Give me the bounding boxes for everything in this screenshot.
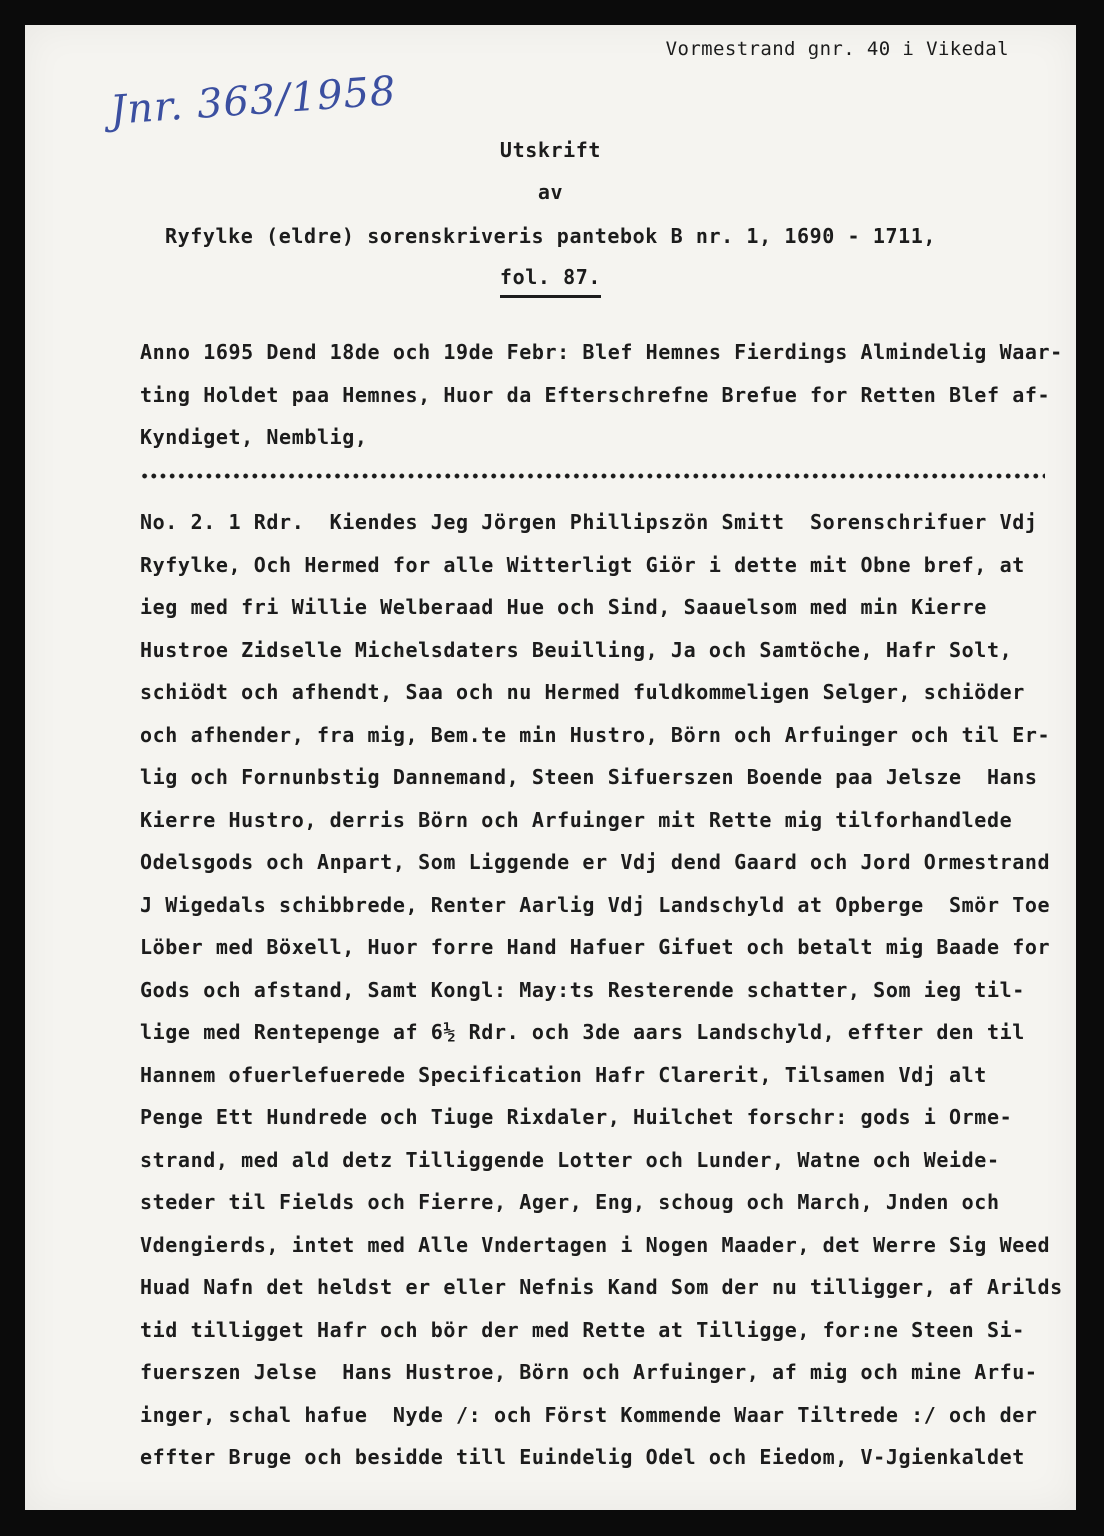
body-line: Gods och afstand, Samt Kongl: May:ts Resterende schatter, Som ieg til- bbox=[140, 977, 1025, 1002]
body-line: Huad Nafn det heldst er eller Nefnis Kand Som der nu tilligger, af Arilds bbox=[140, 1275, 1063, 1299]
body-line: lige med Rentepenge af 6½ Rdr. och 3de aars Landschyld, effter den til bbox=[140, 1020, 1025, 1044]
body-line: Kierre Hustro, derris Börn och Arfuinger mit Rette mig tilforhandlede bbox=[140, 807, 1013, 832]
title-source: Ryfylke (eldre) sorenskriveris pantebok B nr. 1, 1690 - 1711, bbox=[164, 224, 937, 248]
body-line: schiödt och afhendt, Saa och nu Hermed fuldkommeligen Selger, schiöder bbox=[140, 680, 1025, 704]
title-folio-text: fol. 87. bbox=[500, 265, 601, 298]
body-line: Penge Ett Hundrede och Tiuge Rixdaler, Huilchet forschr: gods i Orme- bbox=[140, 1105, 1013, 1129]
body-line: Ryfylke, Och Hermed for alle Witterligt Giör i dette mit Obne bref, at bbox=[140, 552, 1025, 577]
title-folio bbox=[25, 265, 1076, 298]
body-line: Vdengierds, intet med Alle Vndertagen i Nogen Maader, det Werre Sig Weed bbox=[140, 1232, 1051, 1257]
body-line: Löber med Böxell, Huor forre Hand Hafuer Gifuet och betalt mig Baade for bbox=[140, 935, 1051, 959]
intro-line: Anno 1695 Dend 18de och 19de Febr: Blef Hemnes Fierdings Almindelig Waar- bbox=[140, 340, 1063, 364]
title-utskrift: Utskrift bbox=[499, 138, 602, 162]
intro-paragraph bbox=[140, 331, 1063, 459]
body-line: strand, med ald detz Tilliggende Lotter och Lunder, Watne och Weide- bbox=[140, 1147, 1000, 1172]
body-line: Odelsgods och Anpart, Som Liggende er Vdj dend Gaard och Jord Ormestrand bbox=[140, 850, 1051, 874]
body-line: fuerszen Jelse Hans Hustroe, Börn och Arfuinger, af mig och mine Arfu- bbox=[140, 1360, 1038, 1384]
title-av: av bbox=[537, 180, 564, 204]
intro-line: ting Holdet paa Hemnes, Huor da Efterschrefne Brefue for Retten Blef af- bbox=[140, 382, 1051, 407]
intro-line: Kyndiget, Nemblig, bbox=[140, 425, 368, 449]
body-line: ieg med fri Willie Welberaad Hue och Sind, Saauelsom med min Kierre bbox=[140, 595, 987, 619]
body-line: Hannem ofuerlefuerede Specification Hafr Clarerit, Tilsamen Vdj alt bbox=[140, 1062, 987, 1087]
body-line: J Wigedals schibbrede, Renter Aarlig Vdj Landschyld at Opberge Smör Toe bbox=[140, 892, 1051, 917]
dotted-separator bbox=[140, 470, 1045, 482]
body-line: steder til Fields och Fierre, Ager, Eng, schoug och March, Jnden och bbox=[140, 1190, 1000, 1214]
body-line: No. 2. 1 Rdr. Kiendes Jeg Jörgen Phillipszön Smitt Sorenschrifuer Vdj bbox=[140, 510, 1038, 534]
header-location: Vormestrand gnr. 40 i Vikedal bbox=[665, 38, 1009, 60]
body-line: Hustroe Zidselle Michelsdaters Beuilling, Ja och Samtöche, Hafr Solt, bbox=[140, 637, 1013, 662]
body-line: tid tilligget Hafr och bör der med Rette at Tilligge, for:ne Steen Si- bbox=[140, 1317, 1025, 1342]
body-line: effter Bruge och besidde till Euindelig Odel och Eiedom, V-Jgienkaldet bbox=[140, 1445, 1025, 1469]
main-paragraph bbox=[140, 501, 1063, 1479]
body-line: inger, schal hafue Nyde /: och Först Kommende Waar Tiltrede :/ och der bbox=[140, 1402, 1038, 1427]
handwritten-journal-number: Jnr. 363/1958 bbox=[108, 68, 398, 134]
body-line: och afhender, fra mig, Bem.te min Hustro, Börn och Arfuinger och til Er- bbox=[140, 722, 1051, 747]
body-line: lig och Fornunbstig Dannemand, Steen Sifuerszen Boende paa Jelsze Hans bbox=[140, 765, 1038, 789]
